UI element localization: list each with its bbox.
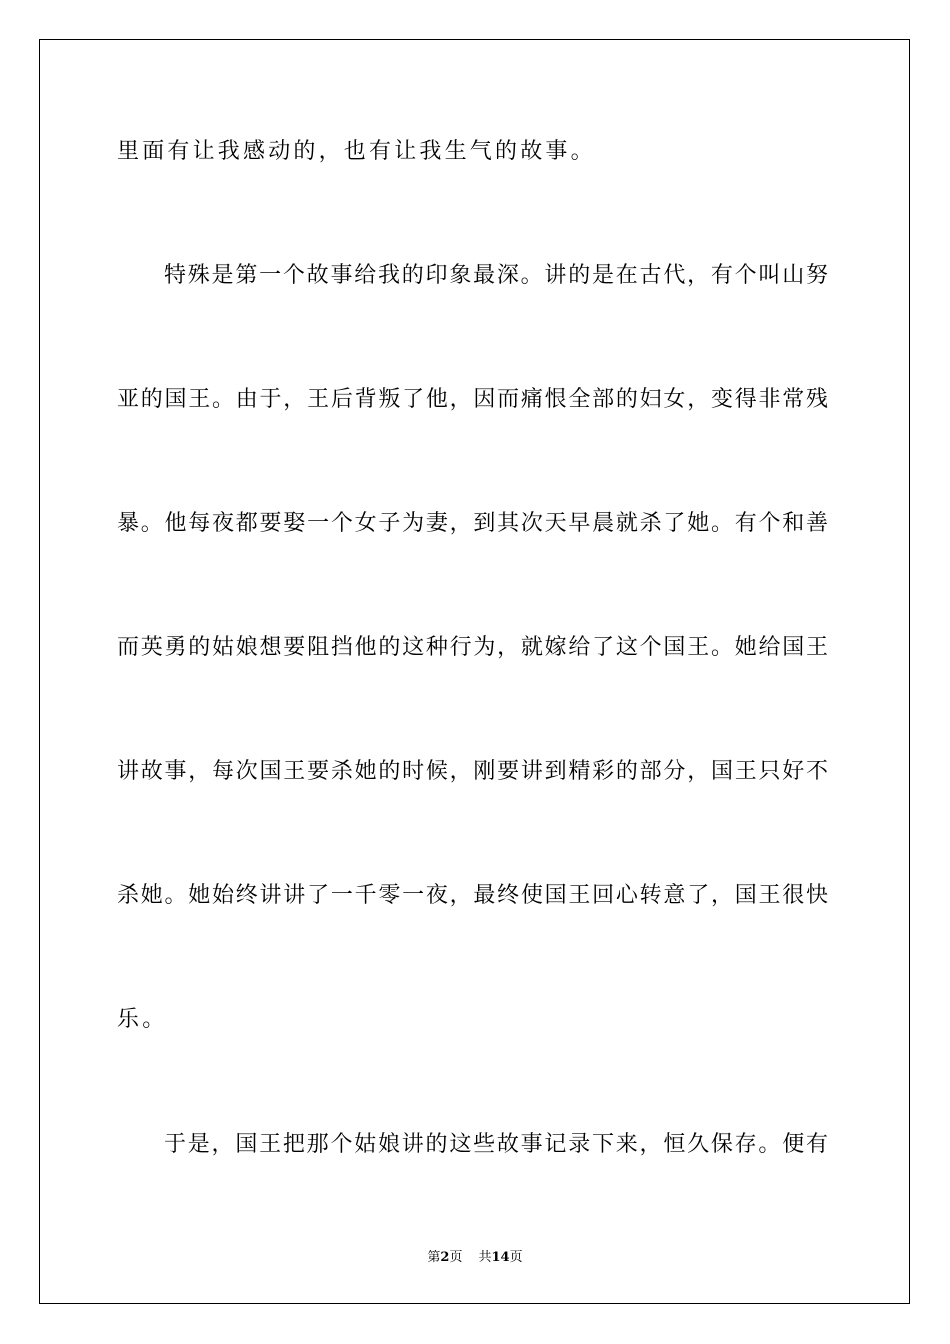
total-prefix: 共 <box>478 1250 492 1265</box>
text-line-2: 特殊是第一个故事给我的印象最深。讲的是在古代，有个叫山努 <box>164 263 828 288</box>
text-line-8: 乐。 <box>117 1007 168 1032</box>
text-line-3: 亚的国王。由于，王后背叛了他，因而痛恨全部的妇女，变得非常残 <box>117 387 828 412</box>
page-footer <box>0 1246 950 1265</box>
text-line-1: 里面有让我感动的，也有让我生气的故事。 <box>117 139 596 164</box>
text-line-6: 讲故事，每次国王要杀她的时候，刚要讲到精彩的部分，国王只好不 <box>117 759 828 784</box>
page-suffix: 页 <box>449 1250 463 1265</box>
text-line-9: 于是，国王把那个姑娘讲的这些故事记录下来，恒久保存。便有 <box>164 1132 828 1157</box>
page-number: 2 <box>440 1250 450 1265</box>
text-line-7: 杀她。她始终讲讲了一千零一夜，最终使国王回心转意了，国王很快 <box>117 883 828 908</box>
total-suffix: 页 <box>509 1250 523 1265</box>
text-line-4: 暴。他每夜都要娶一个女子为妻，到其次天早晨就杀了她。有个和善 <box>117 511 828 536</box>
total-pages: 14 <box>491 1250 510 1265</box>
text-line-5: 而英勇的姑娘想要阻挡他的这种行为，就嫁给了这个国王。她给国王 <box>117 635 828 660</box>
page-border <box>39 39 910 1304</box>
page-prefix: 第 <box>427 1250 441 1265</box>
